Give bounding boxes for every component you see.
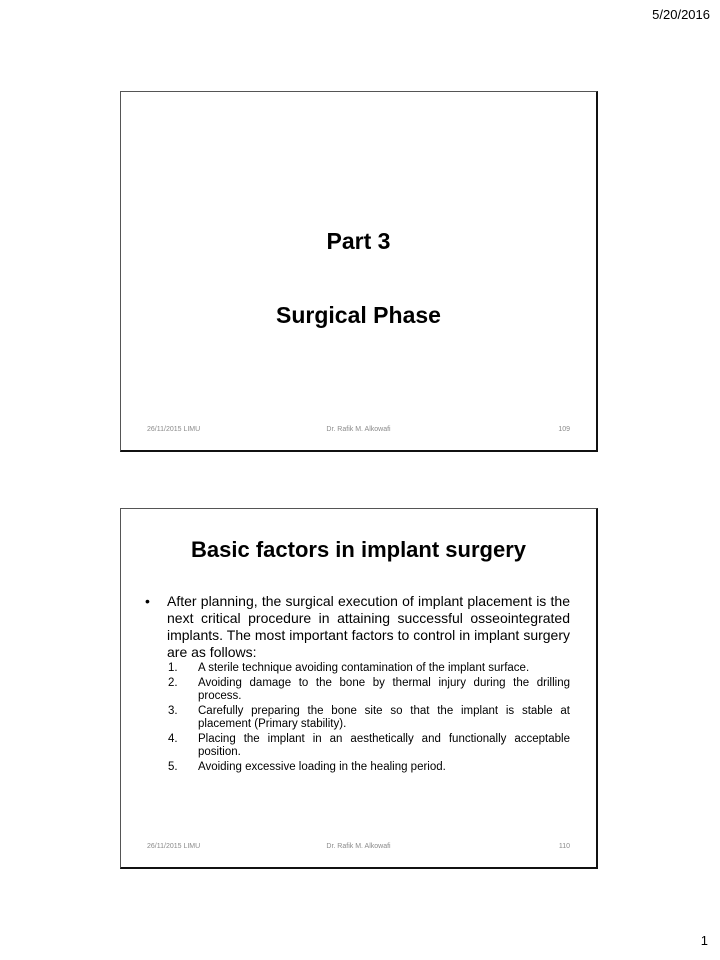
list-item-number: 5. [168,760,178,773]
slide-title: Part 3 [326,228,391,254]
slide-110 [120,508,598,869]
footer-date-institution: 26/11/2015 LIMU [147,843,201,850]
slide-footer [147,426,570,438]
list-item-text: Avoiding damage to the bone by thermal injury during the drilling process. [198,676,570,702]
slide-heading: Basic factors in implant surgery [191,537,526,562]
list-item-text: Avoiding excessive loading in the healing period. [198,760,446,773]
slide-footer [147,843,570,855]
footer-author: Dr. Rafik M. Alkowafi [326,426,391,433]
footer-slide-number: 109 [558,426,570,433]
list-item-number: 2. [168,676,178,689]
slide-body [141,593,570,775]
list-item-number: 4. [168,732,178,745]
list-item-number: 1. [168,662,178,674]
page-number: 1 [700,933,708,948]
page-date: 5/20/2016 [652,7,710,22]
slide-109 [120,91,598,452]
list-item-text: A sterile technique avoiding contamination of the implant surface. [198,662,530,674]
footer-date-institution: 26/11/2015 LIMU [147,426,201,433]
list-item [141,677,570,704]
list-item [141,761,570,775]
list-item-number: 3. [168,704,178,717]
list-item-text: Carefully preparing the bone site so that the implant is stable at placement (Primary stability). [198,704,570,730]
bullet-paragraph [141,593,570,661]
list-item [141,662,570,676]
list-item [141,733,570,760]
slide-subtitle: Surgical Phase [276,302,441,328]
footer-slide-number: 110 [558,843,570,850]
bullet-icon: • [145,593,150,609]
list-item [141,705,570,732]
bullet-text: After planning, the surgical execution of implant placement is the next critical procedure in attaining successful osseointegrated implants. The most important factors to control in implant surgery are as follows: [167,593,570,660]
footer-author: Dr. Rafik M. Alkowafi [326,843,391,850]
list-item-text: Placing the implant in an aesthetically and functionally acceptable position. [198,732,570,758]
numbered-list [141,662,570,774]
